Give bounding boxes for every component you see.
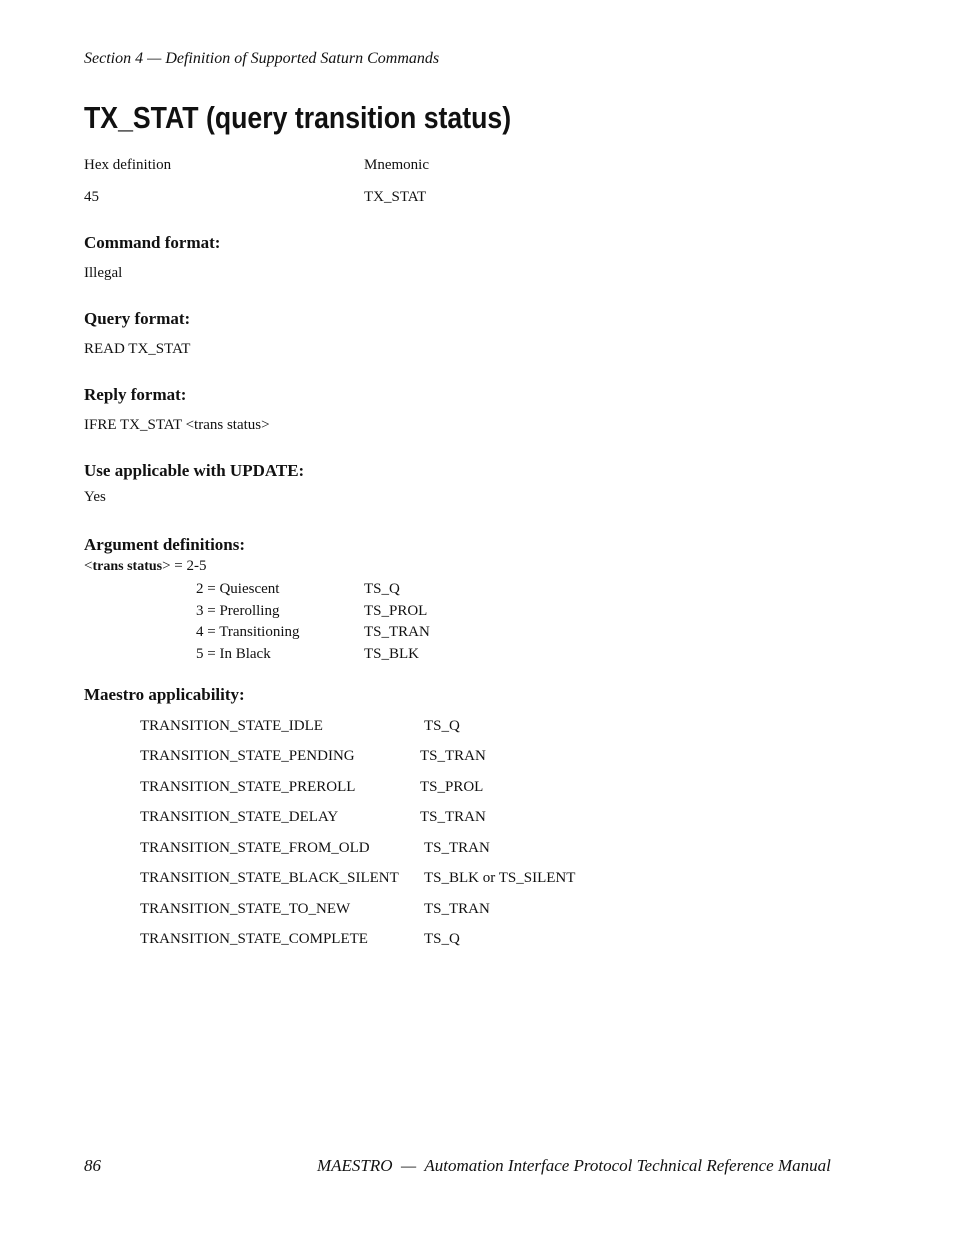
argument-open: < (84, 558, 93, 574)
mnemonic-label: Mnemonic (364, 157, 429, 173)
query-format-heading: Query format: (84, 309, 191, 328)
maestro-code: TS_TRAN (420, 748, 486, 764)
maestro-state: TRANSITION_STATE_PENDING (140, 748, 355, 764)
argument-row-desc: 2 = Quiescent (196, 581, 280, 597)
argument-row-desc: 3 = Prerolling (196, 603, 280, 619)
argument-definitions-heading: Argument definitions: (84, 535, 246, 554)
argument-row-code: TS_PROL (364, 603, 428, 619)
update-value: Yes (84, 489, 106, 505)
footer-page-number: 86 (84, 1156, 101, 1175)
mnemonic-value: TX_STAT (364, 189, 427, 205)
maestro-code: TS_Q (424, 718, 460, 734)
maestro-state: TRANSITION_STATE_FROM_OLD (140, 840, 370, 856)
maestro-state: TRANSITION_STATE_TO_NEW (140, 901, 351, 917)
maestro-code: TS_Q (424, 931, 460, 947)
argument-row-code: TS_TRAN (364, 624, 430, 640)
maestro-state: TRANSITION_STATE_BLACK_SILENT (140, 870, 399, 886)
maestro-applicability-heading: Maestro applicability: (84, 685, 245, 704)
maestro-state: TRANSITION_STATE_IDLE (140, 718, 323, 734)
maestro-code: TS_TRAN (424, 901, 490, 917)
argument-range: > = 2-5 (162, 558, 207, 574)
maestro-code: TS_BLK or TS_SILENT (424, 870, 576, 886)
reply-format-heading: Reply format: (84, 385, 187, 404)
argument-row-desc: 5 = In Black (196, 646, 271, 662)
command-format-heading: Command format: (84, 233, 221, 252)
maestro-code: TS_TRAN (424, 840, 490, 856)
running-head: Section 4 — Definition of Supported Saturn Commands (84, 50, 440, 67)
reply-format-value: IFRE TX_STAT <trans status> (84, 417, 270, 433)
argument-name: trans status (92, 559, 163, 574)
footer-manual-title: MAESTRO — Automation Interface Protocol Technical Reference Manual (317, 1156, 831, 1175)
maestro-state: TRANSITION_STATE_COMPLETE (140, 931, 368, 947)
hex-definition-label: Hex definition (84, 157, 172, 173)
hex-value: 45 (84, 189, 99, 205)
argument-row-code: TS_BLK (364, 646, 420, 662)
argument-row-desc: 4 = Transitioning (196, 624, 300, 640)
page-title: TX_STAT (query transition status) (84, 100, 512, 135)
maestro-state: TRANSITION_STATE_PREROLL (140, 779, 356, 795)
update-heading: Use applicable with UPDATE: (84, 461, 305, 480)
query-format-value: READ TX_STAT (84, 341, 191, 357)
argument-signature (84, 558, 207, 575)
maestro-state: TRANSITION_STATE_DELAY (140, 809, 339, 825)
maestro-code: TS_PROL (420, 779, 484, 795)
argument-row-code: TS_Q (364, 581, 400, 597)
maestro-code: TS_TRAN (420, 809, 486, 825)
command-format-value: Illegal (84, 265, 123, 281)
